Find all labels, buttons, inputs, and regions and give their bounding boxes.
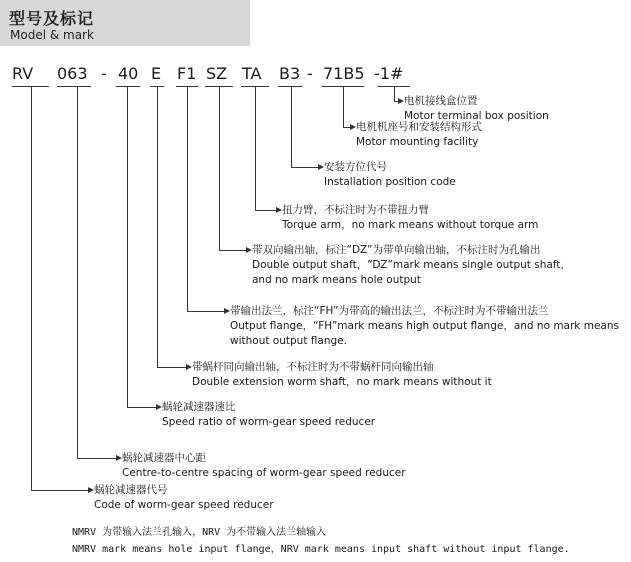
label-torque-arm: 扭力臂，不标注时为不带扭力臂 Torque arm，no mark means without torque arm [282,204,539,231]
label-terminal-box: 电机接线盒位置 Motor terminal box position [404,95,549,122]
code-token-dash-2: - [307,64,313,83]
leader-torque-v [255,86,256,210]
leader-worm-shaft-v [157,86,158,367]
leader-terminal-v [394,86,395,101]
leader-output-shaft-v [219,86,220,250]
leader-ratio-h [127,407,157,408]
code-token-rv: RV [12,64,34,83]
title-chinese: 型号及标记 [9,9,95,28]
leader-motor-v [343,86,344,127]
label-reducer-code: 蜗轮减速器代号 Code of worm-gear speed reducer [94,484,274,511]
label-centre-spacing: 蜗轮减速器中心距 Centre-to-centre spacing of worm-gear speed reducer [122,452,406,479]
code-token-ta: TA [242,64,262,83]
label-output-shaft: 带双向输出轴，标注“DZ”为带单向输出轴，不标注时为孔输出 Double output shaft，“DZ”mark means single output shaft， and no mark means hole output [252,244,571,286]
code-token-b3: B3 [279,64,301,83]
note-chinese: NMRV 为带输入法兰孔输入，NRV 为不带输入法兰轴输入 [72,527,327,538]
label-motor-mounting: 电机机座号和安装结构形式 Motor mounting facility [356,121,482,148]
label-output-flange: 带输出法兰，标注“FH”为带高的输出法兰，不标注时为不带输出法兰 Output flange，“FH”mark means high output flange，and no mark means without output flange. [230,305,619,347]
leader-ratio-v [127,86,128,407]
label-speed-ratio: 蜗轮减速器速比 Speed ratio of worm-gear speed reducer [162,401,376,428]
underline-size [57,86,91,87]
code-token-f1: F1 [177,64,197,83]
code-token-e: E [151,64,162,83]
underline-ratio [116,86,140,87]
note-english: NMRV mark means hole input flange，NRV mark means input shaft without input flange. [72,544,570,555]
leader-code-h [31,490,89,491]
leader-torque-h [255,210,277,211]
leader-worm-shaft-h [157,367,187,368]
code-token-motor: 71B5 [323,64,365,83]
code-token-dash-1: - [101,64,107,83]
leader-position-v [291,86,292,167]
leader-centre-v [77,86,78,458]
underline-b3 [278,86,302,87]
header-bar [0,0,250,46]
code-token-terminal: -1# [374,64,404,83]
leader-centre-h [77,458,117,459]
label-installation-position: 安装方位代号 Installation position code [324,161,456,188]
leader-output-shaft-h [219,250,247,251]
leader-code-v [31,86,32,490]
code-token-size: 063 [57,64,88,83]
leader-flange-h [187,311,225,312]
leader-position-h [291,167,319,168]
code-token-ratio: 40 [118,64,139,83]
title-english: Model & mark [10,28,94,42]
code-token-sz: SZ [206,64,228,83]
leader-flange-v [187,86,188,311]
label-worm-shaft: 带蜗杆同向输出轴，不标注时为不带蜗杆同向输出轴 Double extension worm shaft，no mark means without it [192,361,492,388]
